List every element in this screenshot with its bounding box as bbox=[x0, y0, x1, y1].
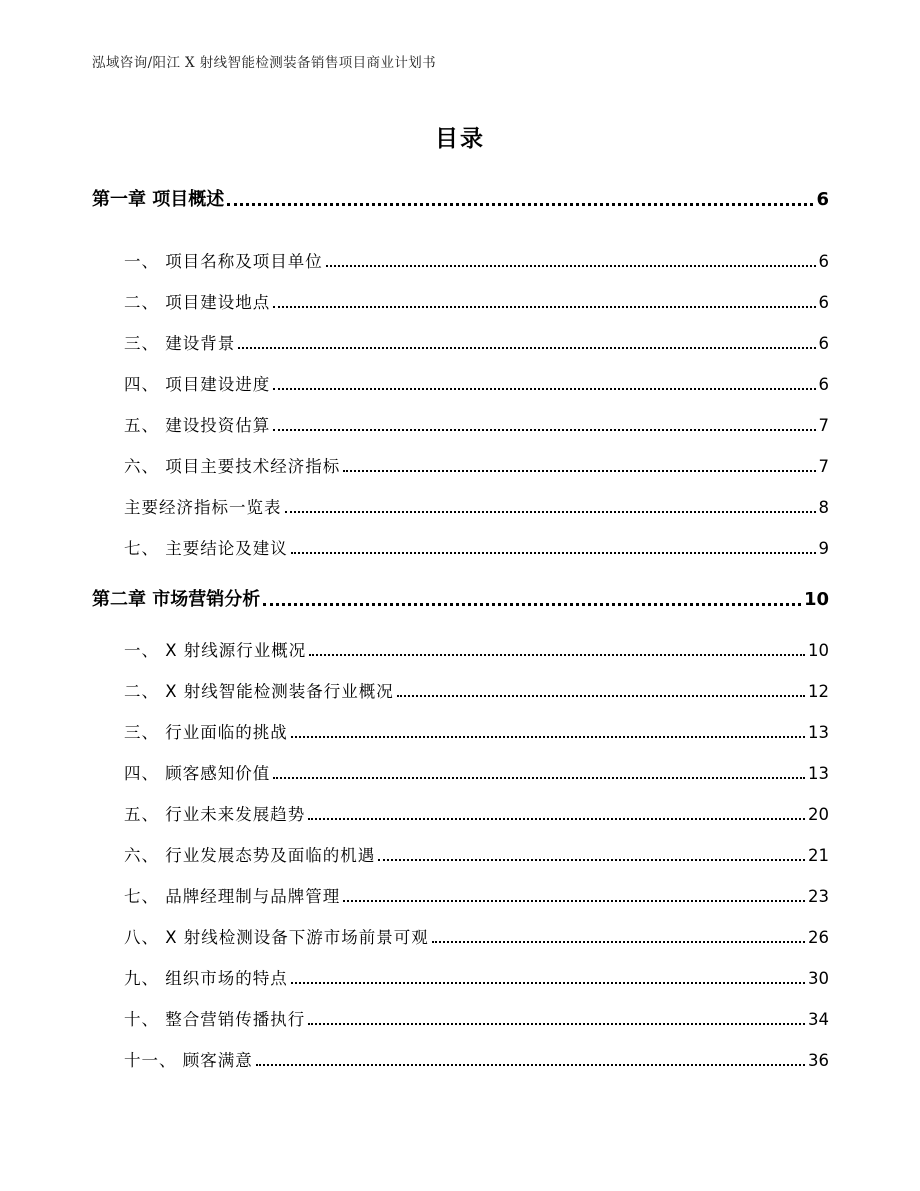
dot-leader bbox=[308, 1023, 805, 1025]
page-title: 目录 bbox=[435, 126, 485, 152]
toc-page-number: 6 bbox=[818, 252, 829, 271]
toc-page-number: 34 bbox=[808, 1010, 829, 1029]
toc-label: 六、 项目主要技术经济指标 bbox=[124, 457, 341, 476]
toc-label: 八、 X 射线检测设备下游市场前景可观 bbox=[124, 928, 429, 947]
toc-label: 五、 行业未来发展趋势 bbox=[124, 805, 306, 824]
toc-label: 九、 组织市场的特点 bbox=[124, 969, 288, 988]
dot-leader bbox=[273, 388, 815, 390]
toc-page-number: 10 bbox=[803, 589, 829, 610]
dot-leader bbox=[378, 859, 805, 861]
toc-page-number: 6 bbox=[818, 375, 829, 394]
toc-page-number: 21 bbox=[808, 846, 829, 865]
toc-section[interactable] bbox=[124, 842, 829, 866]
dot-leader bbox=[397, 695, 805, 697]
toc-label: 二、 项目建设地点 bbox=[124, 293, 271, 312]
toc-section[interactable] bbox=[124, 637, 829, 661]
toc-section[interactable] bbox=[124, 371, 829, 395]
toc-section[interactable] bbox=[124, 678, 829, 702]
toc-page-number: 9 bbox=[818, 539, 829, 558]
toc-section[interactable] bbox=[124, 965, 829, 989]
dot-leader bbox=[291, 736, 805, 738]
dot-leader bbox=[308, 818, 805, 820]
toc-page-number: 13 bbox=[808, 764, 829, 783]
toc-section[interactable] bbox=[124, 719, 829, 743]
toc-label: 主要经济指标一览表 bbox=[124, 498, 282, 517]
dot-leader bbox=[343, 470, 815, 472]
toc-section[interactable] bbox=[124, 412, 829, 436]
toc-label: 四、 顾客感知价值 bbox=[124, 764, 271, 783]
toc-label: 十一、 顾客满意 bbox=[124, 1051, 253, 1070]
dot-leader bbox=[432, 941, 805, 943]
toc-page-number: 26 bbox=[808, 928, 829, 947]
toc-chapter-1[interactable] bbox=[92, 185, 829, 211]
toc-page-number: 12 bbox=[808, 682, 829, 701]
toc-label: 一、 项目名称及项目单位 bbox=[124, 252, 323, 271]
toc-page-number: 6 bbox=[818, 293, 829, 312]
toc-section[interactable] bbox=[124, 883, 829, 907]
toc-label: 三、 行业面临的挑战 bbox=[124, 723, 288, 742]
toc-page-number: 10 bbox=[808, 641, 829, 660]
toc-section[interactable] bbox=[124, 535, 829, 559]
toc-section[interactable] bbox=[124, 1006, 829, 1030]
dot-leader bbox=[291, 552, 816, 554]
toc-label: 十、 整合营销传播执行 bbox=[124, 1010, 306, 1029]
toc-label: 第二章 市场营销分析 bbox=[92, 589, 261, 610]
toc-label: 七、 主要结论及建议 bbox=[124, 539, 288, 558]
dot-leader bbox=[273, 429, 815, 431]
toc-page-number: 20 bbox=[808, 805, 829, 824]
toc-label: 五、 建设投资估算 bbox=[124, 416, 271, 435]
toc-page-number: 6 bbox=[818, 334, 829, 353]
toc-page-number: 6 bbox=[816, 189, 829, 210]
toc-label: 第一章 项目概述 bbox=[92, 189, 225, 210]
dot-leader bbox=[238, 347, 815, 349]
dot-leader bbox=[227, 203, 813, 206]
toc-label: 三、 建设背景 bbox=[124, 334, 236, 353]
dot-leader bbox=[285, 511, 816, 513]
toc-page-number: 23 bbox=[808, 887, 829, 906]
toc-section[interactable] bbox=[124, 289, 829, 313]
dot-leader bbox=[256, 1064, 805, 1066]
dot-leader bbox=[343, 900, 805, 902]
toc-page-number: 36 bbox=[808, 1051, 829, 1070]
dot-leader bbox=[273, 306, 815, 308]
dot-leader bbox=[291, 982, 805, 984]
running-header: 泓域咨询/阳江 X 射线智能检测装备销售项目商业计划书 bbox=[92, 55, 437, 71]
toc-section[interactable] bbox=[124, 760, 829, 784]
toc-page-number: 8 bbox=[818, 498, 829, 517]
toc-page-number: 13 bbox=[808, 723, 829, 742]
toc-section[interactable] bbox=[124, 330, 829, 354]
toc-page-number: 7 bbox=[818, 416, 829, 435]
toc-section[interactable] bbox=[124, 801, 829, 825]
toc-label: 二、 X 射线智能检测装备行业概况 bbox=[124, 682, 394, 701]
toc-section[interactable] bbox=[124, 453, 829, 477]
toc-label: 一、 X 射线源行业概况 bbox=[124, 641, 307, 660]
dot-leader bbox=[326, 265, 816, 267]
toc-page-number: 7 bbox=[818, 457, 829, 476]
dot-leader bbox=[273, 777, 805, 779]
toc-chapter-2[interactable] bbox=[92, 585, 829, 611]
toc-page-number: 30 bbox=[808, 969, 829, 988]
toc-label: 六、 行业发展态势及面临的机遇 bbox=[124, 846, 376, 865]
toc-section[interactable] bbox=[124, 924, 829, 948]
toc-section[interactable] bbox=[124, 494, 829, 518]
toc-label: 四、 项目建设进度 bbox=[124, 375, 271, 394]
dot-leader bbox=[309, 654, 805, 656]
dot-leader bbox=[263, 603, 801, 606]
toc-label: 七、 品牌经理制与品牌管理 bbox=[124, 887, 341, 906]
toc-section[interactable] bbox=[124, 1047, 829, 1071]
toc-section[interactable] bbox=[124, 248, 829, 272]
